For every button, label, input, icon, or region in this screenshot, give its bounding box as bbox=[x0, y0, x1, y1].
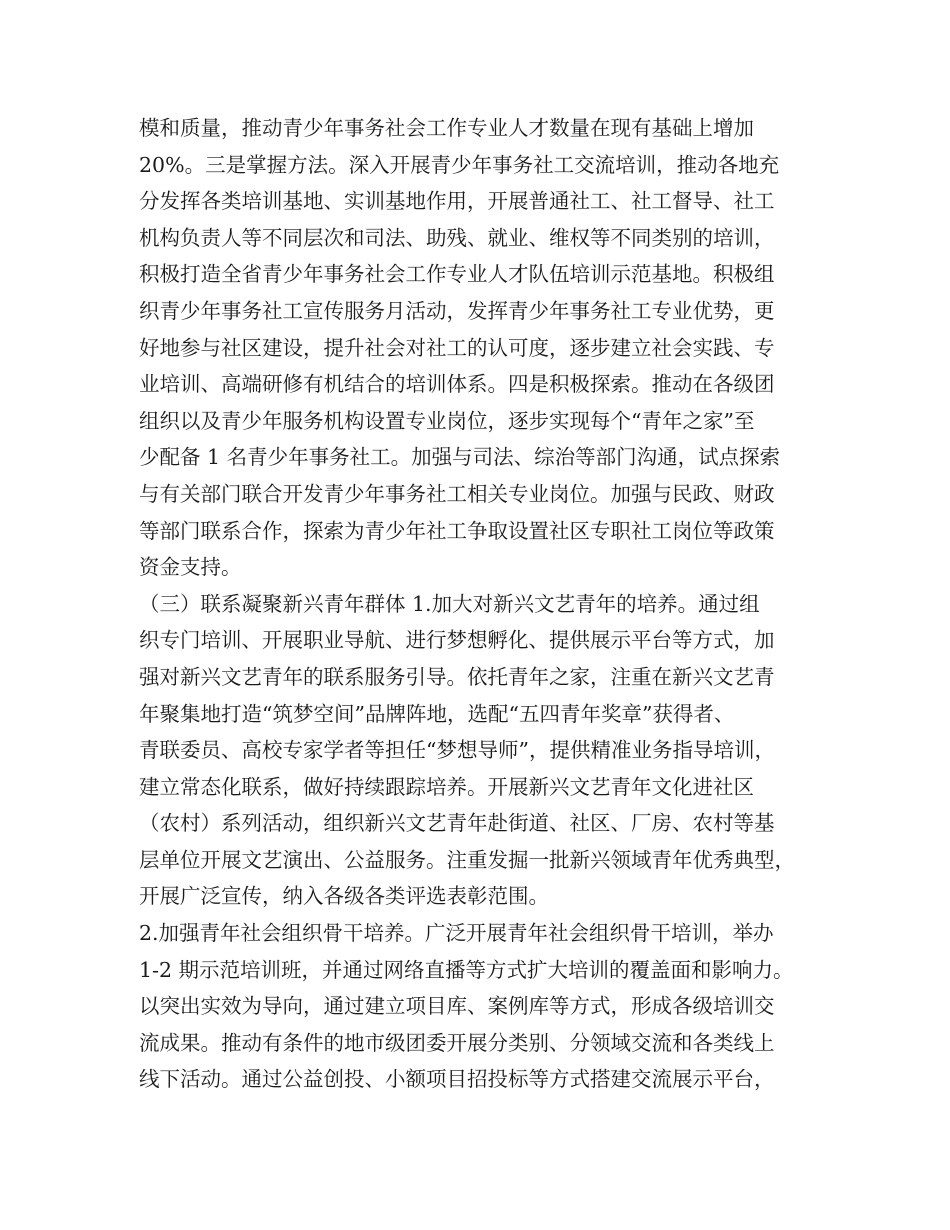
text-line: 模和质量，推动青少年事务社会工作专业人才数量在现有基础上增加 bbox=[139, 116, 754, 140]
text-line: 1-2 期示范培训班，并通过网络直播等方式扩大培训的覆盖面和影响力。 bbox=[139, 957, 794, 982]
text-line: 积极打造全省青少年事务社会工作专业人才队伍培训示范基地。积极组 bbox=[139, 262, 775, 287]
text-line: 组织以及青少年服务机构设置专业岗位，逐步实现每个“青年之家”至 bbox=[139, 408, 755, 433]
text-line: 线下活动。通过公益创投、小额项目招投标等方式搭建交流展示平台， bbox=[139, 1067, 775, 1092]
text-line: 流成果。推动有条件的地市级团委开展分类别、分领域交流和各类线上 bbox=[139, 1030, 775, 1055]
text-line: 机构负责人等不同层次和司法、助残、就业、维权等不同类别的培训， bbox=[139, 225, 775, 250]
text-line: （农村）系列活动，组织新兴文艺青年赴街道、社区、厂房、农村等基 bbox=[139, 811, 775, 836]
text-line: 织青少年事务社工宣传服务月活动，发挥青少年事务社工专业优势，更 bbox=[139, 298, 775, 323]
text-line: 等部门联系合作，探索为青少年社工争取设置社区专职社工岗位等政策 bbox=[139, 518, 775, 543]
text-line: 年聚集地打造“筑梦空间”品牌阵地，选配“五四青年奖章”获得者、 bbox=[139, 701, 735, 726]
text-line: 青联委员、高校专家学者等担任“梦想导师”，提供精准业务指导培训， bbox=[139, 738, 775, 763]
text-line: 2.加强青年社会组织骨干培养。广泛开展青年社会组织骨干培训，举办 bbox=[139, 921, 774, 946]
text-line: 与有关部门联合开发青少年事务社工相关专业岗位。加强与民政、财政 bbox=[139, 481, 775, 506]
text-line: 建立常态化联系，做好持续跟踪培养。开展新兴文艺青年文化进社区 bbox=[139, 774, 754, 799]
text-line: 织专门培训、开展职业导航、进行梦想孵化、提供展示平台等方式，加 bbox=[139, 628, 775, 653]
text-line: 层单位开展文艺演出、公益服务。注重发掘一批新兴领域青年优秀典型， bbox=[139, 847, 795, 872]
text-line: 业培训、高端研修有机结合的培训体系。四是积极探索。推动在各级团 bbox=[139, 372, 775, 397]
text-line: 20%。三是掌握方法。深入开展青少年事务社工交流培训，推动各地充 bbox=[139, 152, 780, 177]
section-heading-line: （三）联系凝聚新兴青年群体 1.加大对新兴文艺青年的培养。通过组 bbox=[139, 591, 760, 616]
text-line: 强对新兴文艺青年的联系服务引导。依托青年之家，注重在新兴文艺青 bbox=[139, 664, 775, 689]
text-line: 好地参与社区建设，提升社会对社工的认可度，逐步建立社会实践、专 bbox=[139, 335, 775, 360]
text-line: 资金支持。 bbox=[139, 555, 242, 580]
body-text bbox=[139, 110, 829, 1098]
text-line: 分发挥各类培训基地、实训基地作用，开展普通社工、社工督导、社工 bbox=[139, 189, 775, 214]
text-line: 以突出实效为导向，通过建立项目库、案例库等方式，形成各级培训交 bbox=[139, 994, 775, 1019]
text-line: 开展广泛宣传，纳入各级各类评选表彰范围。 bbox=[139, 884, 549, 909]
text-line: 少配备 1 名青少年事务社工。加强与司法、综治等部门沟通，试点探索 bbox=[139, 445, 781, 470]
